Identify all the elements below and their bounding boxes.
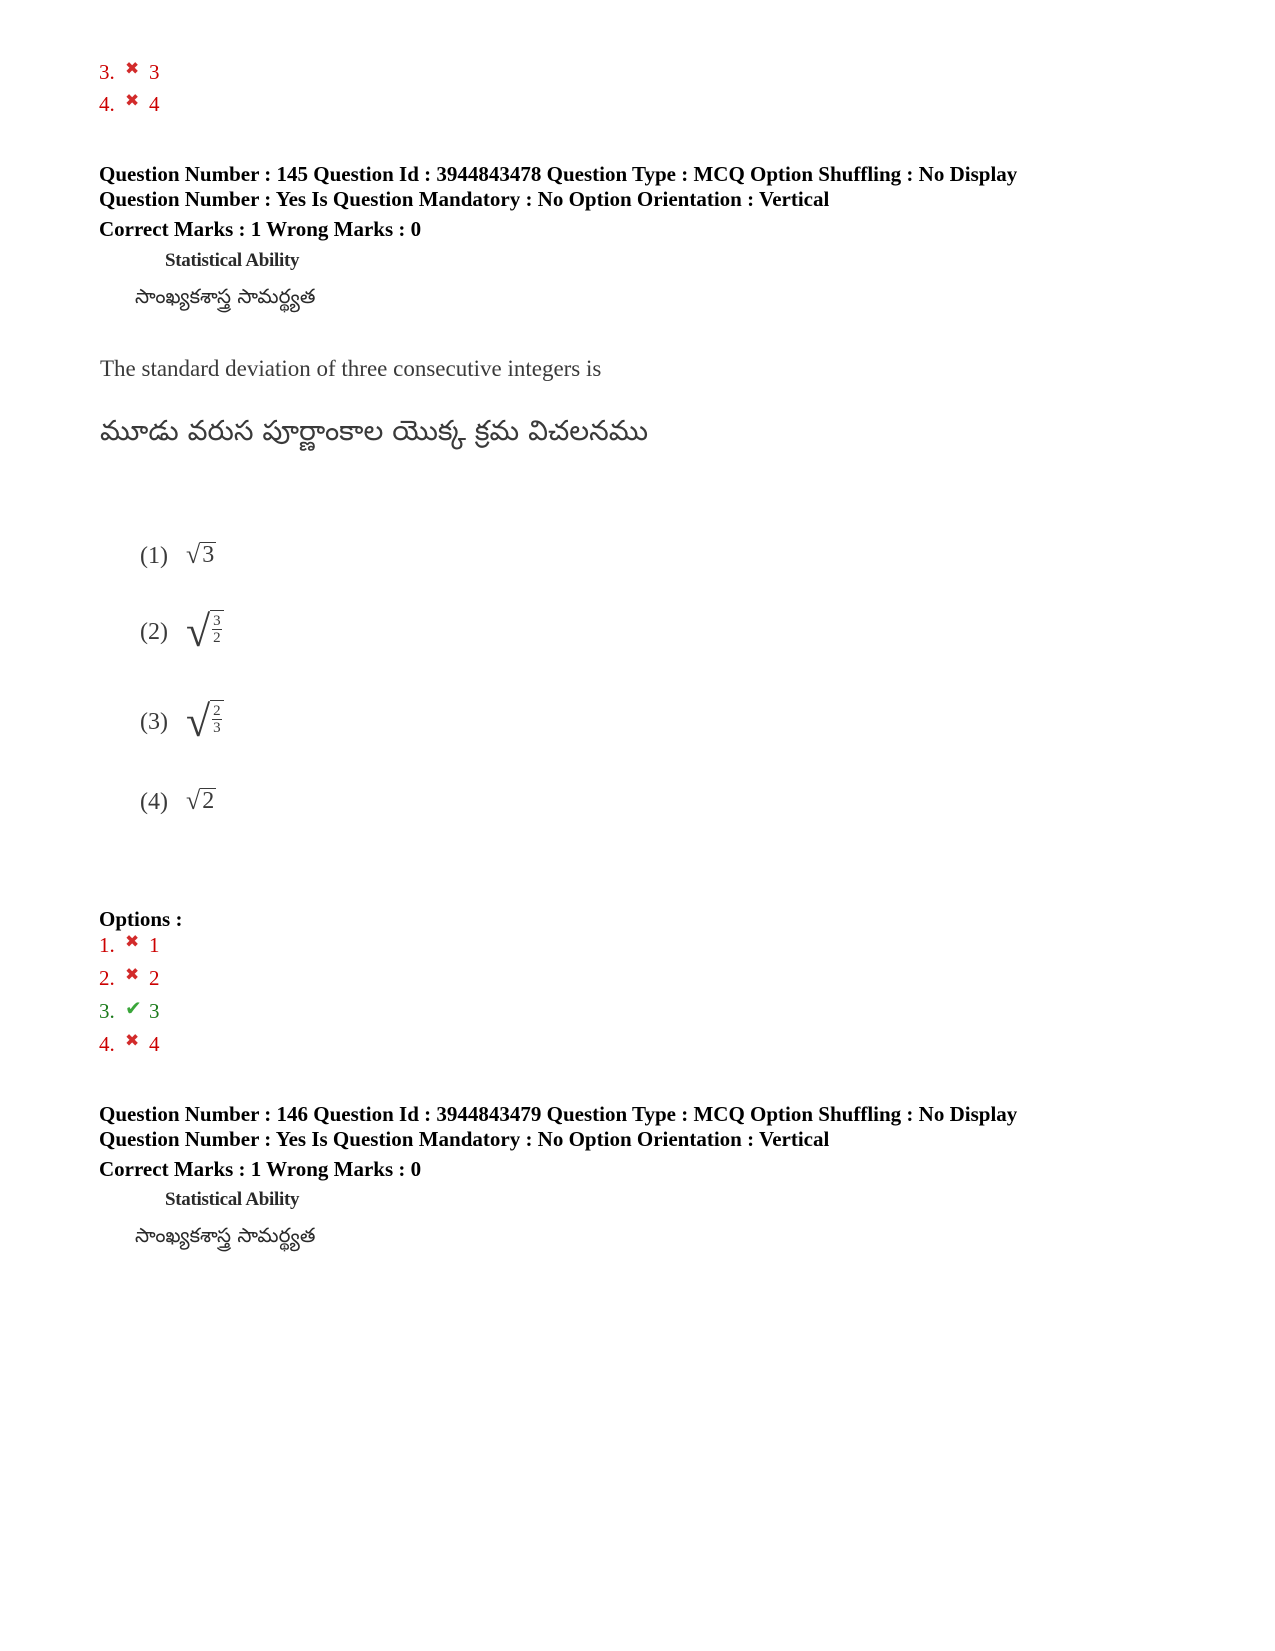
option-value: 4 — [149, 92, 160, 116]
marks-line: Correct Marks : 1 Wrong Marks : 0 — [99, 1157, 422, 1181]
section-title-en: Statistical Ability — [165, 250, 300, 271]
option-number: 4. — [99, 1032, 115, 1056]
cross-icon: ✖ — [125, 1031, 140, 1050]
choice-4 — [140, 788, 216, 816]
option-number: 3. — [99, 60, 115, 84]
cross-icon: ✖ — [125, 59, 140, 78]
section-title-te: సాంఖ్యకశాస్త్ర సామర్థ్యత — [135, 284, 316, 308]
fraction-numerator: 3 — [213, 613, 221, 629]
option-row — [99, 60, 160, 86]
option-row — [99, 966, 160, 992]
radicand: 2 — [202, 788, 215, 814]
choice-label: (1) — [140, 543, 168, 569]
fraction-numerator: 2 — [213, 703, 221, 719]
section-title-en: Statistical Ability — [165, 1189, 300, 1210]
sqrt-expression: √ 3 — [186, 540, 215, 569]
option-number: 2. — [99, 966, 115, 990]
fraction-denominator: 2 — [213, 630, 221, 646]
marks-line: Correct Marks : 1 Wrong Marks : 0 — [99, 217, 422, 241]
option-row — [99, 933, 160, 959]
option-value: 2 — [149, 966, 160, 990]
option-row-correct — [99, 999, 160, 1024]
question-text-te: మూడు వరుస పూర్ణాంకాల యొక్క క్రమ విచలనము — [100, 414, 649, 447]
cross-icon: ✖ — [125, 91, 140, 110]
checkmark-icon: ✔ — [125, 998, 142, 1020]
option-value: 3 — [149, 60, 160, 84]
fraction-denominator: 3 — [213, 720, 221, 736]
question-header-line2: Question Number : Yes Is Question Mandatory : No Option Orientation : Vertical — [99, 1127, 830, 1151]
option-number: 4. — [99, 92, 115, 116]
question-text-en: The standard deviation of three consecutive integers is — [100, 356, 602, 381]
option-number: 1. — [99, 933, 115, 957]
option-value: 3 — [149, 999, 160, 1023]
section-title-te: సాంఖ్యకశాస్త్ర సామర్థ్యత — [135, 1223, 316, 1247]
question-header-line1: Question Number : 146 Question Id : 3944843479 Question Type : MCQ Option Shuffling : No Display — [99, 1102, 1018, 1126]
sqrt-fraction-expression: √ $\frac{2}{3}$ — [186, 700, 224, 744]
choice-label: (4) — [140, 789, 168, 815]
options-label: Options : — [99, 907, 183, 931]
option-row — [99, 92, 160, 118]
choice-1 — [140, 542, 216, 570]
choice-label: (3) — [140, 708, 168, 735]
question-header-line1: Question Number : 145 Question Id : 3944843478 Question Type : MCQ Option Shuffling : No Display — [99, 162, 1018, 186]
option-value: 1 — [149, 933, 160, 957]
choice-2 — [140, 607, 224, 656]
sqrt-expression: √ 2 — [186, 786, 215, 815]
sqrt-fraction-expression: √ $\frac{3}{2}$ — [186, 610, 224, 654]
option-value: 4 — [149, 1032, 160, 1056]
cross-icon: ✖ — [125, 965, 140, 984]
radicand: 3 — [202, 542, 215, 568]
option-row — [99, 1032, 160, 1058]
question-header-line2: Question Number : Yes Is Question Mandatory : No Option Orientation : Vertical — [99, 187, 830, 211]
cross-icon: ✖ — [125, 932, 140, 951]
choice-label: (2) — [140, 618, 168, 645]
choice-3 — [140, 697, 224, 746]
option-number: 3. — [99, 999, 115, 1023]
